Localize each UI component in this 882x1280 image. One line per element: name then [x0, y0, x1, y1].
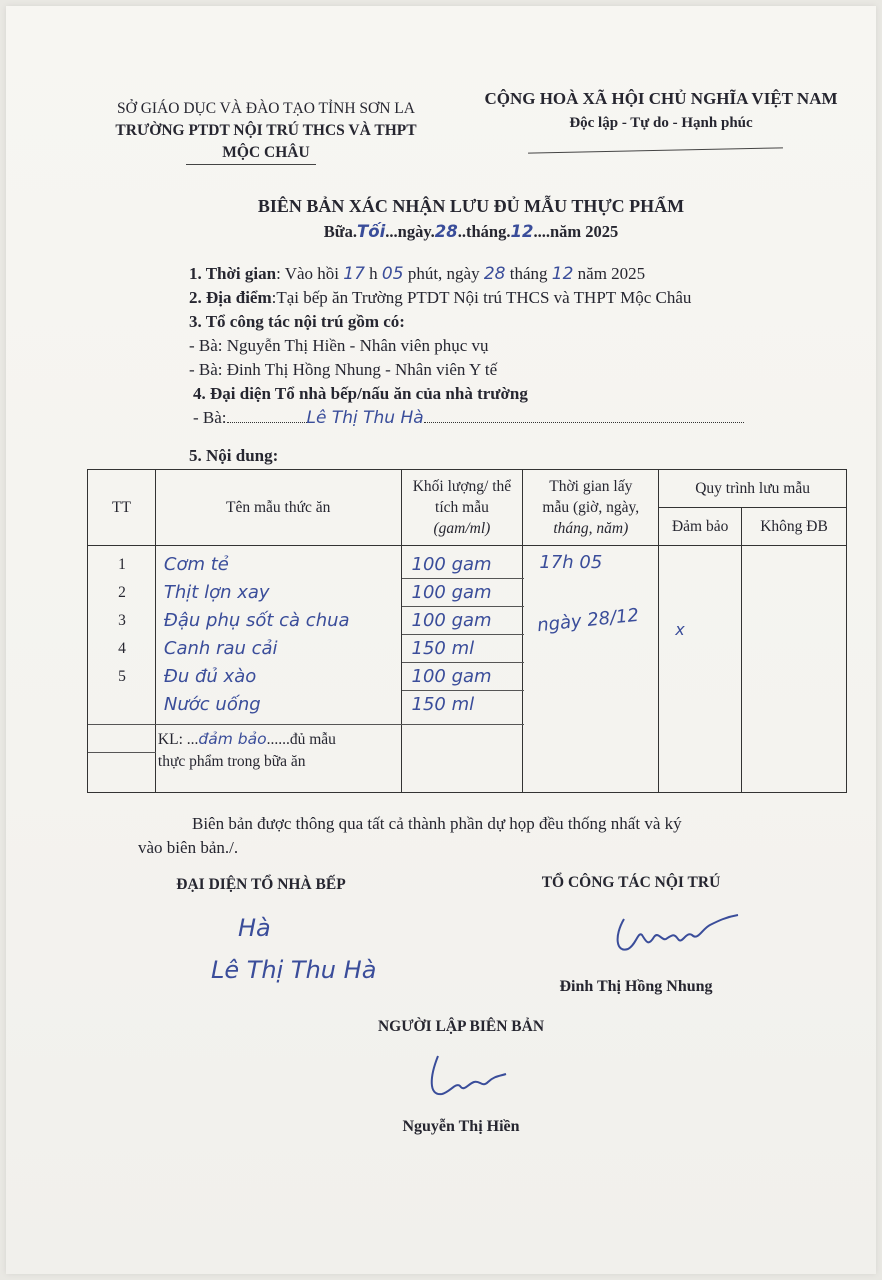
col-process: Quy trình lưu mẫu	[659, 470, 847, 508]
food-name: Đậu phụ sốt cà chua	[163, 610, 350, 631]
member-1: - Bà: Nguyễn Thị Hiền - Nhân viên phục vụ	[189, 336, 489, 355]
section-members-label: 3. Tổ công tác nội trú gồm có:	[189, 312, 405, 331]
time-text-e: năm 2025	[577, 264, 646, 283]
amount-cell	[401, 546, 523, 793]
school-location: MỘC CHÂU	[222, 144, 310, 161]
meal-value: Tối	[357, 222, 386, 241]
col-ok: Đảm bảo	[659, 508, 742, 546]
day-label: ...ngày.	[385, 222, 435, 241]
col-weight-line2: tích mẫu	[435, 499, 489, 516]
day-value: 28	[434, 222, 458, 241]
date-month-value: 12	[551, 264, 574, 284]
ok-mark: x	[675, 620, 685, 639]
meal-prefix: Bữa.	[323, 222, 358, 241]
kitchen-sign-title: ĐẠI DIỆN TỔ NHÀ BẾP	[176, 876, 346, 893]
col-time	[523, 470, 659, 546]
kitchen-rep-line	[193, 406, 808, 430]
col-name: Tên mẫu thức ăn	[155, 470, 401, 546]
school-name: TRƯỜNG PTDT NỘI TRÚ THCS VÀ THPT	[115, 122, 417, 139]
ok-cell	[659, 546, 742, 793]
not-ok-cell	[742, 546, 847, 793]
conclusion-prefix: KL: ...	[157, 731, 199, 748]
food-name: Đu đủ xào	[163, 666, 257, 687]
kitchen-handwritten-name: Lê Thị Thu Hà	[211, 956, 377, 984]
closing-line1: Biên bản được thông qua tất cả thành phần dự họp đều thống nhất và ký	[192, 814, 682, 833]
member-2: - Bà: Đinh Thị Hồng Nhung - Nhân viên Y tế	[189, 360, 498, 379]
col-weight-line3: (gam/ml)	[433, 520, 491, 537]
food-amount: 100 gam	[411, 666, 492, 687]
author-sign-title: NGƯỜI LẬP BIÊN BẢN	[377, 1018, 545, 1035]
col-time-line1: Thời gian lấy	[549, 478, 633, 495]
national-motto: Độc lập - Tự do - Hạnh phúc	[569, 115, 753, 131]
kitchen-short-signature: Hà	[238, 914, 271, 942]
country-name: CỘNG HOÀ XÃ HỘI CHỦ NGHĨA VIỆT NAM	[484, 89, 838, 108]
location-text: :Tại bếp ăn Trường PTDT Nội trú THCS và THPT Mộc Châu	[271, 288, 692, 307]
food-amount: 150 ml	[411, 694, 475, 715]
row-tt: 4	[118, 640, 126, 657]
col-weight-line1: Khối lượng/ thể	[412, 478, 512, 495]
time-text-d: tháng	[509, 264, 548, 283]
hour-value: 17	[343, 264, 365, 284]
food-name: Nước uống	[163, 694, 261, 715]
section-kitchen-label: 4. Đại diện Tổ nhà bếp/nấu ăn của nhà trường	[193, 384, 528, 403]
section-time	[189, 262, 829, 286]
author-name: Nguyễn Thị Hiền	[402, 1118, 520, 1135]
month-label: ..tháng.	[457, 222, 511, 241]
food-amount: 100 gam	[411, 610, 492, 631]
date-day-value: 28	[483, 264, 506, 284]
time-text-a: : Vào hồi	[276, 264, 340, 283]
document-page	[6, 6, 876, 1274]
boarding-signature	[606, 901, 746, 961]
kitchen-rep-name: Lê Thị Thu Hà	[306, 408, 424, 428]
food-name: Thịt lợn xay	[163, 582, 270, 603]
conclusion	[158, 728, 398, 773]
time-text-c: phút, ngày	[407, 264, 480, 283]
row-tt: 5	[118, 668, 126, 685]
sample-date: ngày 28/12	[536, 604, 641, 637]
motto-underline	[528, 147, 783, 153]
school-underline	[186, 164, 316, 165]
sample-time: 17h 05	[539, 552, 603, 573]
food-amount: 150 ml	[411, 638, 475, 659]
section-location	[189, 286, 839, 309]
document-title: BIÊN BẢN XÁC NHẬN LƯU ĐỦ MẪU THỰC PHẨM	[257, 196, 685, 216]
minute-value: 05	[381, 264, 404, 284]
boarding-sign-title: TỔ CÔNG TÁC NỘI TRÚ	[541, 874, 721, 891]
row-tt: 3	[118, 612, 126, 629]
boarding-name: Đinh Thị Hồng Nhung	[559, 978, 713, 995]
food-name: Canh rau cải	[163, 638, 278, 659]
section-location-label: 2. Địa điểm	[189, 288, 272, 307]
food-amount: 100 gam	[411, 554, 492, 575]
col-time-line3: tháng, năm)	[553, 520, 629, 537]
national-header	[476, 86, 846, 136]
conclusion-line2: thực phẩm trong bữa ăn	[157, 753, 306, 770]
food-name: Cơm tẻ	[163, 554, 229, 575]
food-sample-table	[87, 469, 847, 793]
name-cell	[155, 546, 401, 793]
col-weight	[401, 470, 523, 546]
col-not-ok: Không ĐB	[742, 508, 847, 546]
conclusion-value: đảm bảo	[198, 730, 267, 748]
year-label: ....năm 2025	[533, 222, 619, 241]
col-time-line2: mẫu (giờ, ngày,	[542, 499, 640, 516]
school-header	[76, 98, 456, 164]
department-name: SỞ GIÁO DỤC VÀ ĐÀO TẠO TỈNH SƠN LA	[117, 100, 415, 117]
time-cell	[523, 546, 659, 793]
conclusion-suffix: ......đủ mẫu	[266, 731, 336, 748]
month-value: 12	[510, 222, 534, 241]
row-tt: 1	[118, 556, 126, 573]
time-text-b: h	[369, 264, 378, 283]
section-content-label: 5. Nội dung:	[189, 446, 279, 465]
kitchen-rep-prefix: - Bà:	[193, 408, 227, 427]
section-time-label: 1. Thời gian	[189, 264, 277, 283]
author-signature	[416, 1046, 516, 1106]
row-tt: 2	[118, 584, 126, 601]
tt-cell	[88, 546, 156, 793]
food-amount: 100 gam	[411, 582, 492, 603]
col-tt: TT	[88, 470, 156, 546]
meal-line	[246, 222, 696, 242]
closing-line2: vào biên bản./.	[138, 838, 239, 857]
